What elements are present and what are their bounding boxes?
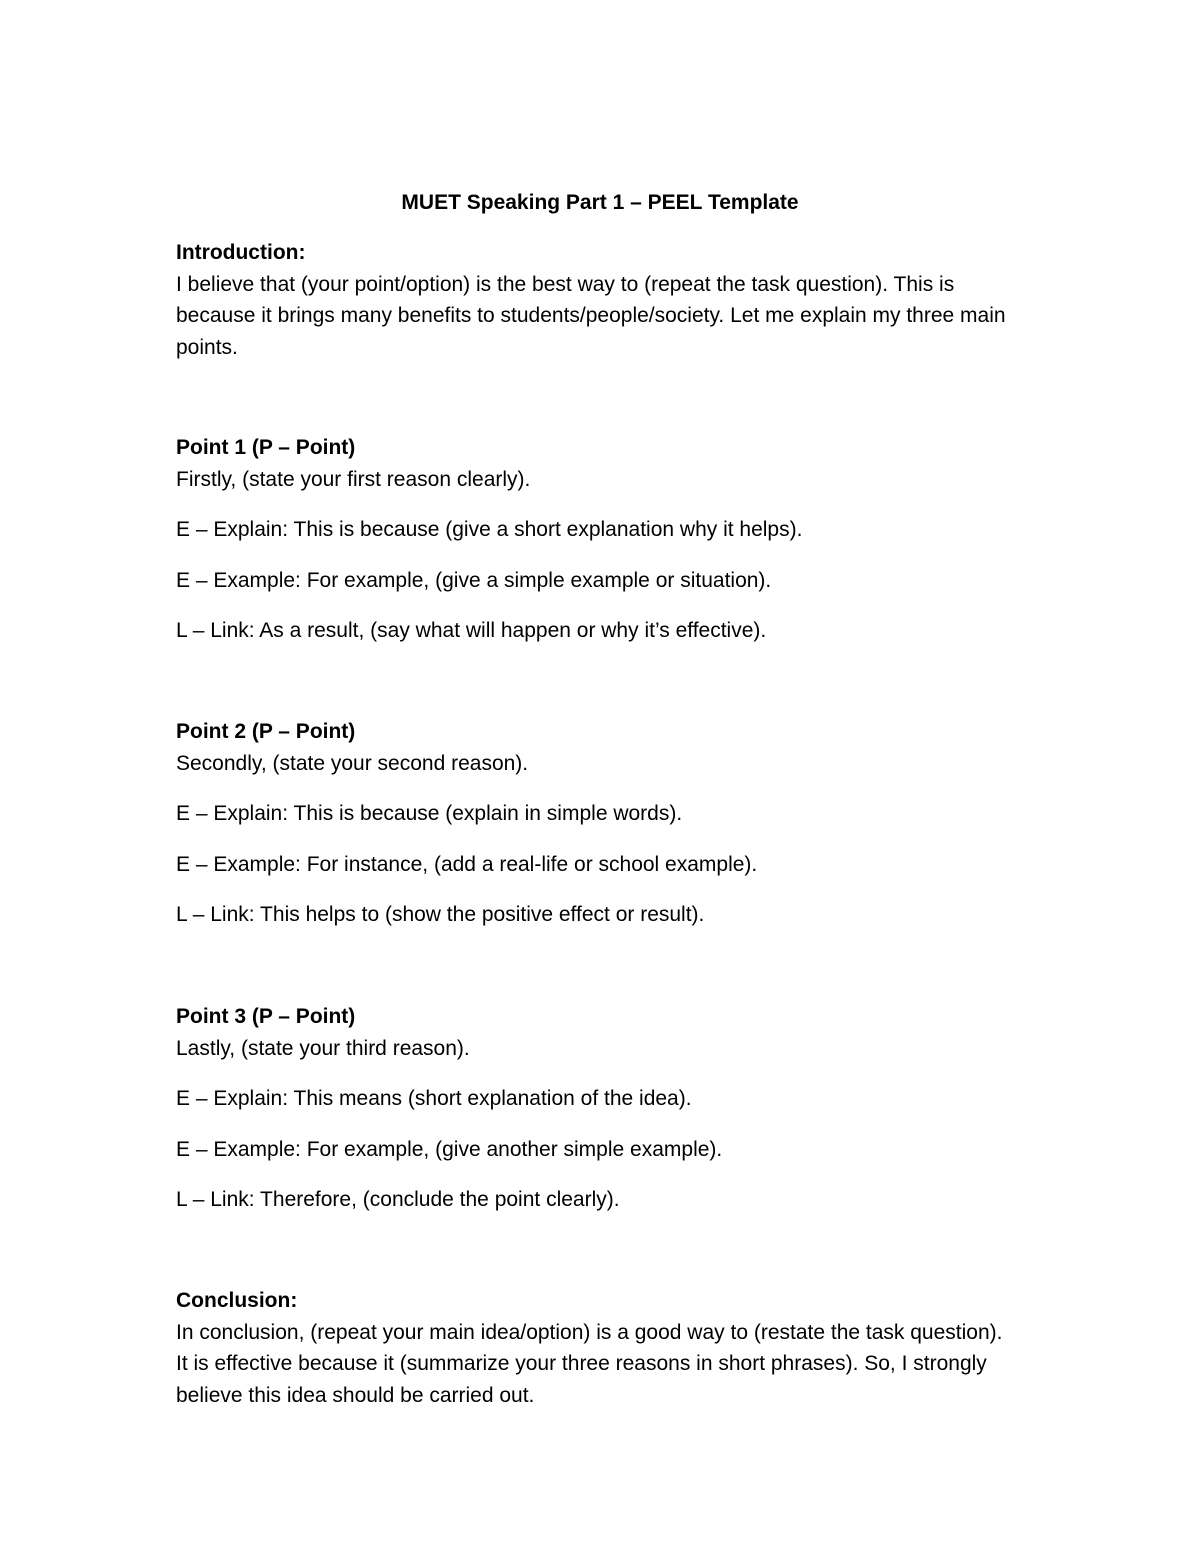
point-3-statement: Lastly, (state your third reason). [176,1036,470,1060]
point-1-statement: Firstly, (state your first reason clearly). [176,467,531,491]
point-3-explain: E – Explain: This means (short explanation of the idea). [176,1087,692,1110]
document-title: MUET Speaking Part 1 – PEEL Template [401,191,799,214]
conclusion-text: In conclusion, (repeat your main idea/option) is a good way to (restate the task question). It is effective because it (summarize your three reasons in short phrases). So, I strongly believe this idea should be carried out. [176,1320,1003,1407]
point-2-section [176,716,1016,931]
point-3-example: E – Example: For example, (give another simple example). [176,1137,723,1161]
introduction-section [176,237,1016,363]
conclusion-section [176,1285,1016,1411]
conclusion-heading: Conclusion: [176,1289,298,1312]
point-1-heading: Point 1 (P – Point) [176,436,356,459]
point-3-link: L – Link: Therefore, (conclude the point clearly). [176,1188,620,1211]
point-1-section [176,432,1016,647]
point-2-explain: E – Explain: This is because (explain in simple words). [176,802,683,825]
introduction-heading: Introduction: [176,241,306,264]
introduction-text: I believe that (your point/option) is the best way to (repeat the task question). This is because it brings many benefits to students/people/society. Let me explain my three main points. [176,272,1006,359]
point-3-section [176,1001,1016,1216]
point-2-statement: Secondly, (state your second reason). [176,751,529,775]
point-2-heading: Point 2 (P – Point) [176,720,356,743]
point-1-explain: E – Explain: This is because (give a short explanation why it helps). [176,518,803,541]
point-3-heading: Point 3 (P – Point) [176,1005,356,1028]
point-1-example: E – Example: For example, (give a simple example or situation). [176,568,772,592]
point-1-link: L – Link: As a result, (say what will happen or why it’s effective). [176,619,767,642]
point-2-link: L – Link: This helps to (show the positive effect or result). [176,903,705,926]
point-2-example: E – Example: For instance, (add a real-life or school example). [176,852,758,876]
